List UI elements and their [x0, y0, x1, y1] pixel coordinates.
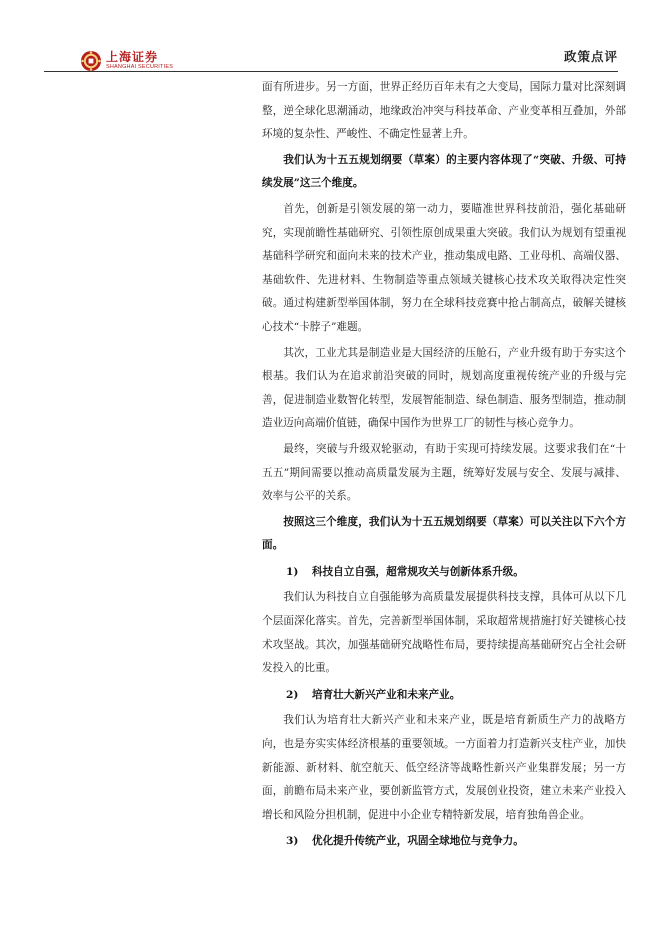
- section-heading-3: [262, 830, 626, 854]
- section-number: 1): [286, 565, 299, 578]
- key-view-paragraph: 我们认为十五五规划纲要（草案）的主要内容体现了“突破、升级、可持续发展”这三个维度。: [262, 153, 626, 190]
- paragraph-innovation: 首先，创新是引领发展的第一动力，要瞄准世界科技前沿，强化基础研究，实现前瞻性基础研究、引领性原创成果重大突破。我们认为规划有望重视基础科学研究和面向未来的技术产业，推动集成电路、工业母机、高端仪器、基础软件、先进材料、生物制造等重点领域关键核心技术攻关取得决定性突破。通过构建新型举国体制，努力在全球科技竞赛中抢占制高点，破解关键核心技术“卡脖子”难题。: [262, 202, 626, 333]
- paragraph-tech-self-reliance: 我们认为科技自立自强能够为高质量发展提供科技支撑，具体可从以下几个层面深化落实。首先，完善新型举国体制，采取超常规措施打好关键核心技术攻坚战。其次，加强基础研究战略性布局，要持续提高基础研究占全社会研发投入的比重。: [262, 591, 626, 675]
- section-heading-1: [262, 561, 626, 585]
- logo-chinese-name: 上海证券: [106, 50, 159, 65]
- page-header: [0, 0, 662, 80]
- report-type-label: 政策点评: [563, 49, 618, 64]
- section-number: 3): [286, 835, 299, 848]
- section-heading-2: [262, 684, 626, 708]
- paragraph-industry-upgrade: 其次，工业尤其是制造业是大国经济的压舱石，产业升级有助于夯实这个根基。我们认为在追求前沿突破的同时，规划高度重视传统产业的升级与完善，促进制造业数智化转型，发展智能制造、绿色制造、服务型制造，推动制造业迈向高端价值链，确保中国作为世界工厂的韧性与核心竞争力。: [262, 346, 626, 430]
- paragraph-emerging-industries: 我们认为培育壮大新兴产业和未来产业，既是培育新质生产力的战略方向，也是夯实实体经济根基的重要领域。一方面着力打造新兴支柱产业，加快新能源、新材料、航空航天、低空经济等战略性新兴产业集群发展；另一方面，前瞻布局未来产业，要创新监管方式，发展创业投资，建立未来产业投入增长和风险分担机制，促进中小企业专精特新发展，培育独角兽企业。: [262, 714, 626, 821]
- logo-emblem-icon: [80, 50, 102, 72]
- header-divider: [44, 71, 618, 72]
- paragraph-sustainable: 最终，突破与升级双轮驱动，有助于实现可持续发展。这要求我们在“十五五”期间需要以推动高质量发展为主题，统筹好发展与安全、发展与减排、效率与公平的关系。: [262, 442, 626, 503]
- six-aspects-paragraph: 按照这三个维度，我们认为十五五规划纲要（草案）可以关注以下六个方面。: [262, 515, 626, 552]
- section-number: 2): [286, 688, 299, 701]
- section-title: 优化提升传统产业，巩固全球地位与竞争力。: [312, 835, 524, 848]
- body-text: [262, 76, 626, 856]
- company-logo: [80, 50, 173, 72]
- section-title: 培育壮大新兴产业和未来产业。: [312, 688, 461, 701]
- logo-english-name: SHANGHAI SECURITIES: [106, 64, 174, 71]
- paragraph-continuation: 面有所进步。另一方面，世界正经历百年未有之大变局，国际力量对比深刻调整，逆全球化思潮涌动，地缘政治冲突与科技革命、产业变革相互叠加，外部环境的复杂性、严峻性、不确定性显著上升。: [262, 81, 626, 141]
- section-title: 科技自立自强，超常规攻关与创新体系升级。: [312, 565, 524, 578]
